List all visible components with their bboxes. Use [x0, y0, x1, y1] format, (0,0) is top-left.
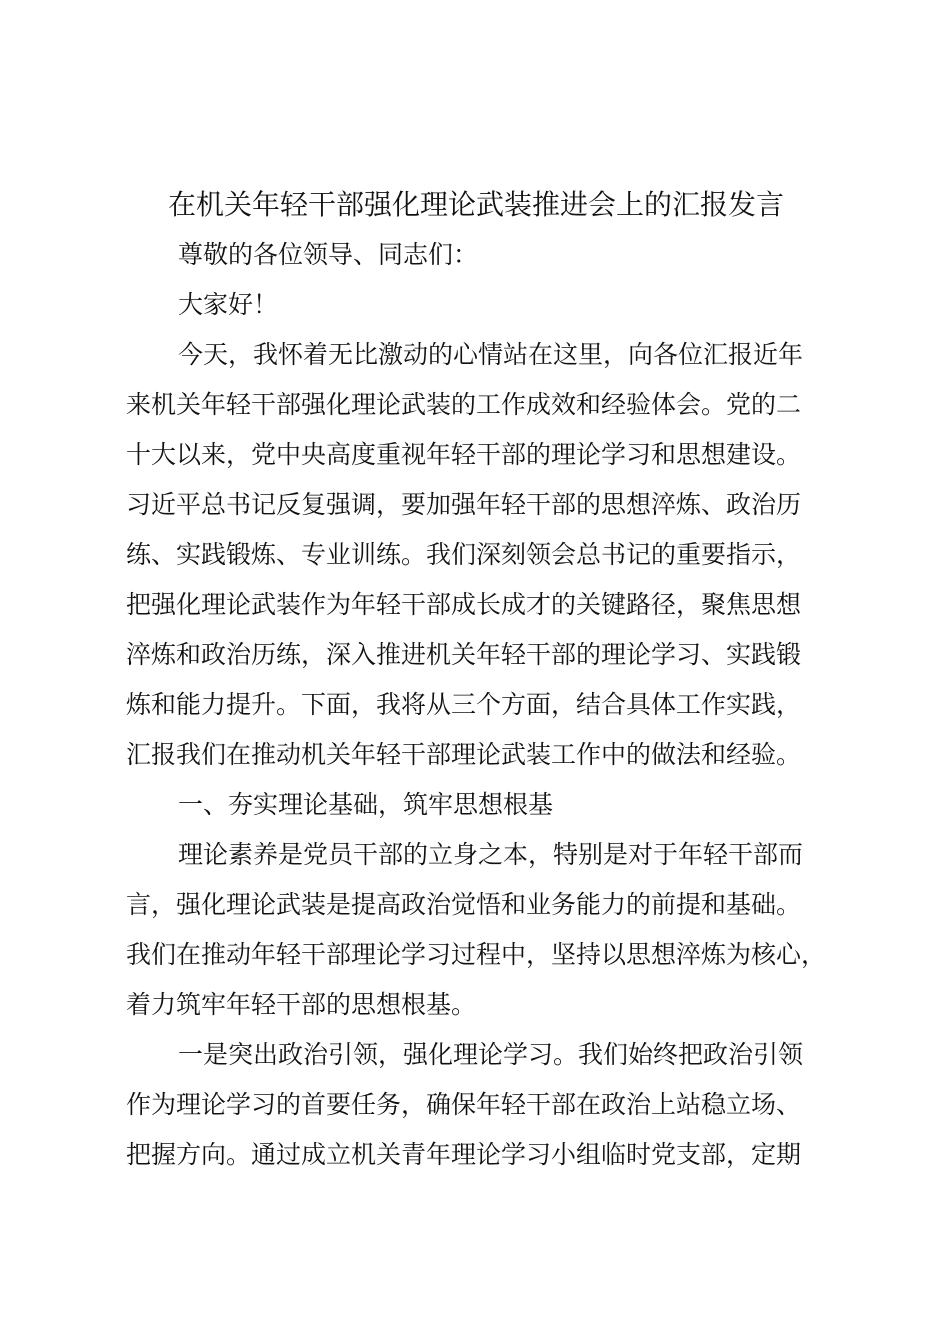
document-title: 在机关年轻干部强化理论武装推进会上的汇报发言 [167, 188, 784, 221]
text-line: 今天，我怀着无比激动的心情站在这里，向各位汇报近年 [178, 340, 804, 369]
point1-paragraph [126, 1030, 826, 1180]
text-line: 作为理论学习的首要任务，确保年轻干部在政治上站稳立场、 [126, 1090, 802, 1119]
text-line: 一是突出政治引领，强化理论学习。我们始终把政治引领 [178, 1040, 804, 1069]
intro-paragraph [126, 330, 826, 780]
text-line: 淬炼和政治历练，深入推进机关年轻干部的理论学习、实践锻 [126, 640, 802, 669]
greeting: 大家好！ [178, 290, 279, 319]
text-line: 习近平总书记反复强调，要加强年轻干部的思想淬炼、政治历 [126, 490, 802, 519]
text-line: 汇报我们在推动机关年轻干部理论武装工作中的做法和经验。 [126, 740, 802, 769]
text-line: 十大以来，党中央高度重视年轻干部的理论学习和思想建设。 [126, 440, 802, 469]
text-line: 我们在推动年轻干部理论学习过程中，坚持以思想淬炼为核心， [126, 940, 827, 969]
section-heading: 一、夯实理论基础，筑牢思想根基 [178, 790, 554, 819]
text-line: 把强化理论武装作为年轻干部成长成才的关键路径，聚焦思想 [126, 590, 802, 619]
text-line: 把握方向。通过成立机关青年理论学习小组临时党支部，定期 [126, 1140, 802, 1169]
section1-paragraph [126, 830, 826, 1030]
text-line: 来机关年轻干部强化理论武装的工作成效和经验体会。党的二 [126, 390, 802, 419]
text-line: 言，强化理论武装是提高政治觉悟和业务能力的前提和基础。 [126, 890, 802, 919]
text-line: 练、实践锻炼、专业训练。我们深刻领会总书记的重要指示， [126, 540, 802, 569]
text-line: 炼和能力提升。下面，我将从三个方面，结合具体工作实践， [126, 690, 802, 719]
salutation: 尊敬的各位领导、同志们： [178, 240, 479, 269]
text-line: 着力筑牢年轻干部的思想根基。 [126, 990, 477, 1019]
text-line: 理论素养是党员干部的立身之本，特别是对于年轻干部而 [178, 840, 804, 869]
document-body [126, 230, 826, 1180]
